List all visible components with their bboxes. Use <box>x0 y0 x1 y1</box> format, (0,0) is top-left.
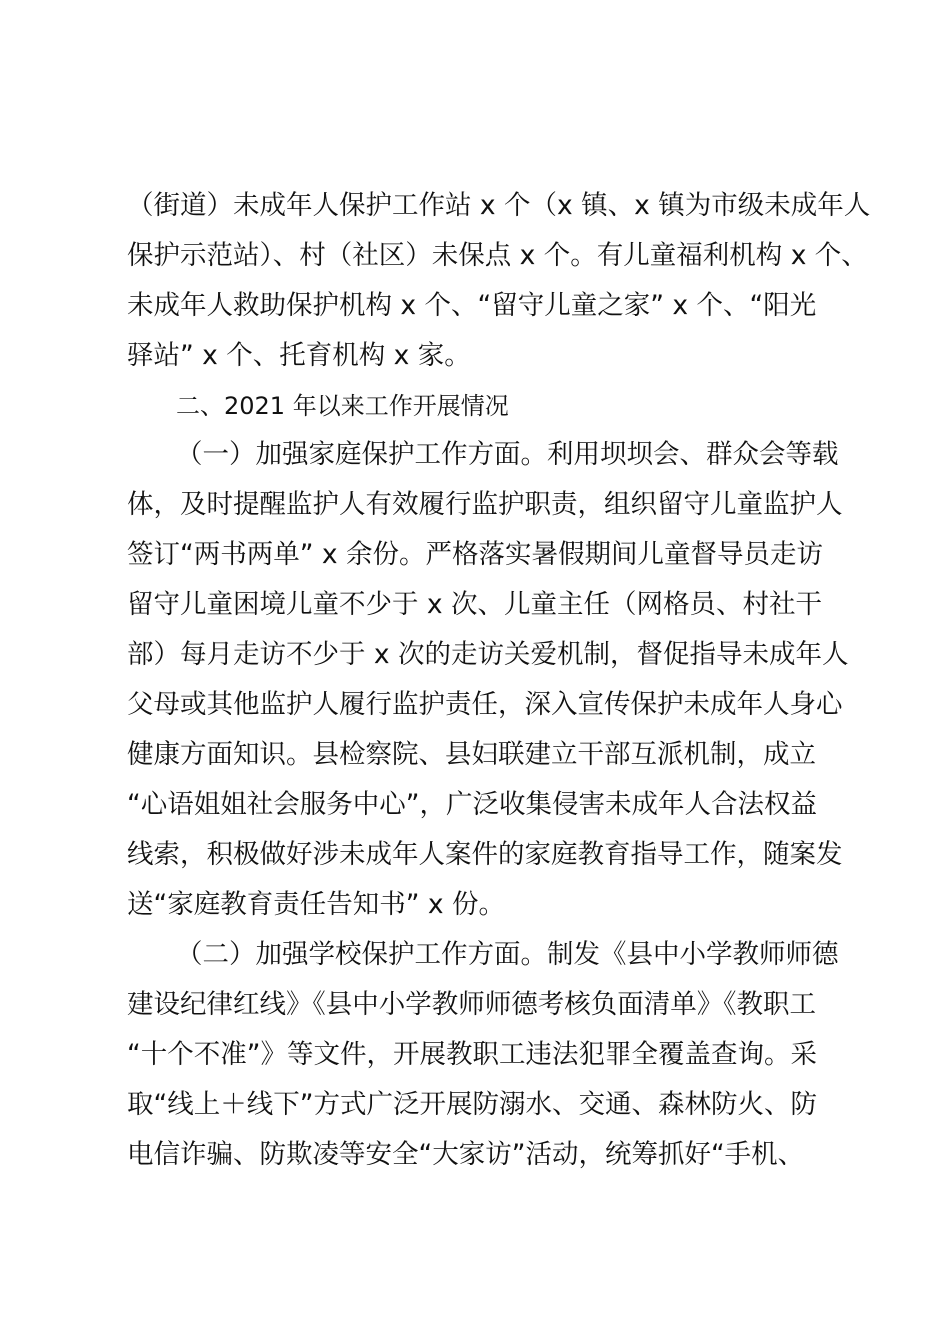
text-line: “十个不准”》等文件，开展教职工违法犯罪全覆盖查询。采 <box>127 1039 817 1070</box>
text-line: 未成年人救助保护机构 x 个、“留守儿童之家” x 个、“阳光 <box>127 290 817 321</box>
text-line: 父母或其他监护人履行监护责任，深入宣传保护未成年人身心 <box>127 689 843 720</box>
text-line: 部）每月走访不少于 x 次的走访关爱机制，督促指导未成年人 <box>127 639 849 670</box>
text-line: 健康方面知识。县检察院、县妇联建立干部互派机制，成立 <box>127 739 816 770</box>
text-line: 驿站” x 个、托育机构 x 家。 <box>127 340 471 371</box>
text-line: 线索，积极做好涉未成年人案件的家庭教育指导工作，随案发 <box>127 839 843 870</box>
text-line: “心语姐姐社会服务中心”，广泛收集侵害未成年人合法权益 <box>127 789 817 820</box>
text-line: （街道）未成年人保护工作站 x 个（x 镇、x 镇为市级未成年人 <box>127 190 871 221</box>
text-line: （一）加强家庭保护工作方面。利用坝坝会、群众会等载 <box>176 439 839 470</box>
text-line: 签订“两书两单” x 余份。严格落实暑假期间儿童督导员走访 <box>127 539 823 570</box>
text-line: 取“线上＋线下”方式广泛开展防溺水、交通、森林防火、防 <box>127 1089 817 1120</box>
text-line: 保护示范站）、村（社区）未保点 x 个。有儿童福利机构 x 个、 <box>127 240 868 271</box>
text-line: 建设纪律红线》《县中小学教师师德考核负面清单》《教职工 <box>127 989 816 1020</box>
text-line: （二）加强学校保护工作方面。制发《县中小学教师师德 <box>176 939 839 970</box>
text-line: 留守儿童困境儿童不少于 x 次、儿童主任（网格员、村社干 <box>127 589 823 620</box>
text-line: 体，及时提醒监护人有效履行监护职责，组织留守儿童监护人 <box>127 489 843 520</box>
text-line: 送“家庭教育责任告知书” x 份。 <box>127 889 505 920</box>
section-heading: 二、2021 年以来工作开展情况 <box>176 392 509 420</box>
text-line: 电信诈骗、防欺凌等安全“大家访”活动，统筹抓好“手机、 <box>127 1139 805 1170</box>
